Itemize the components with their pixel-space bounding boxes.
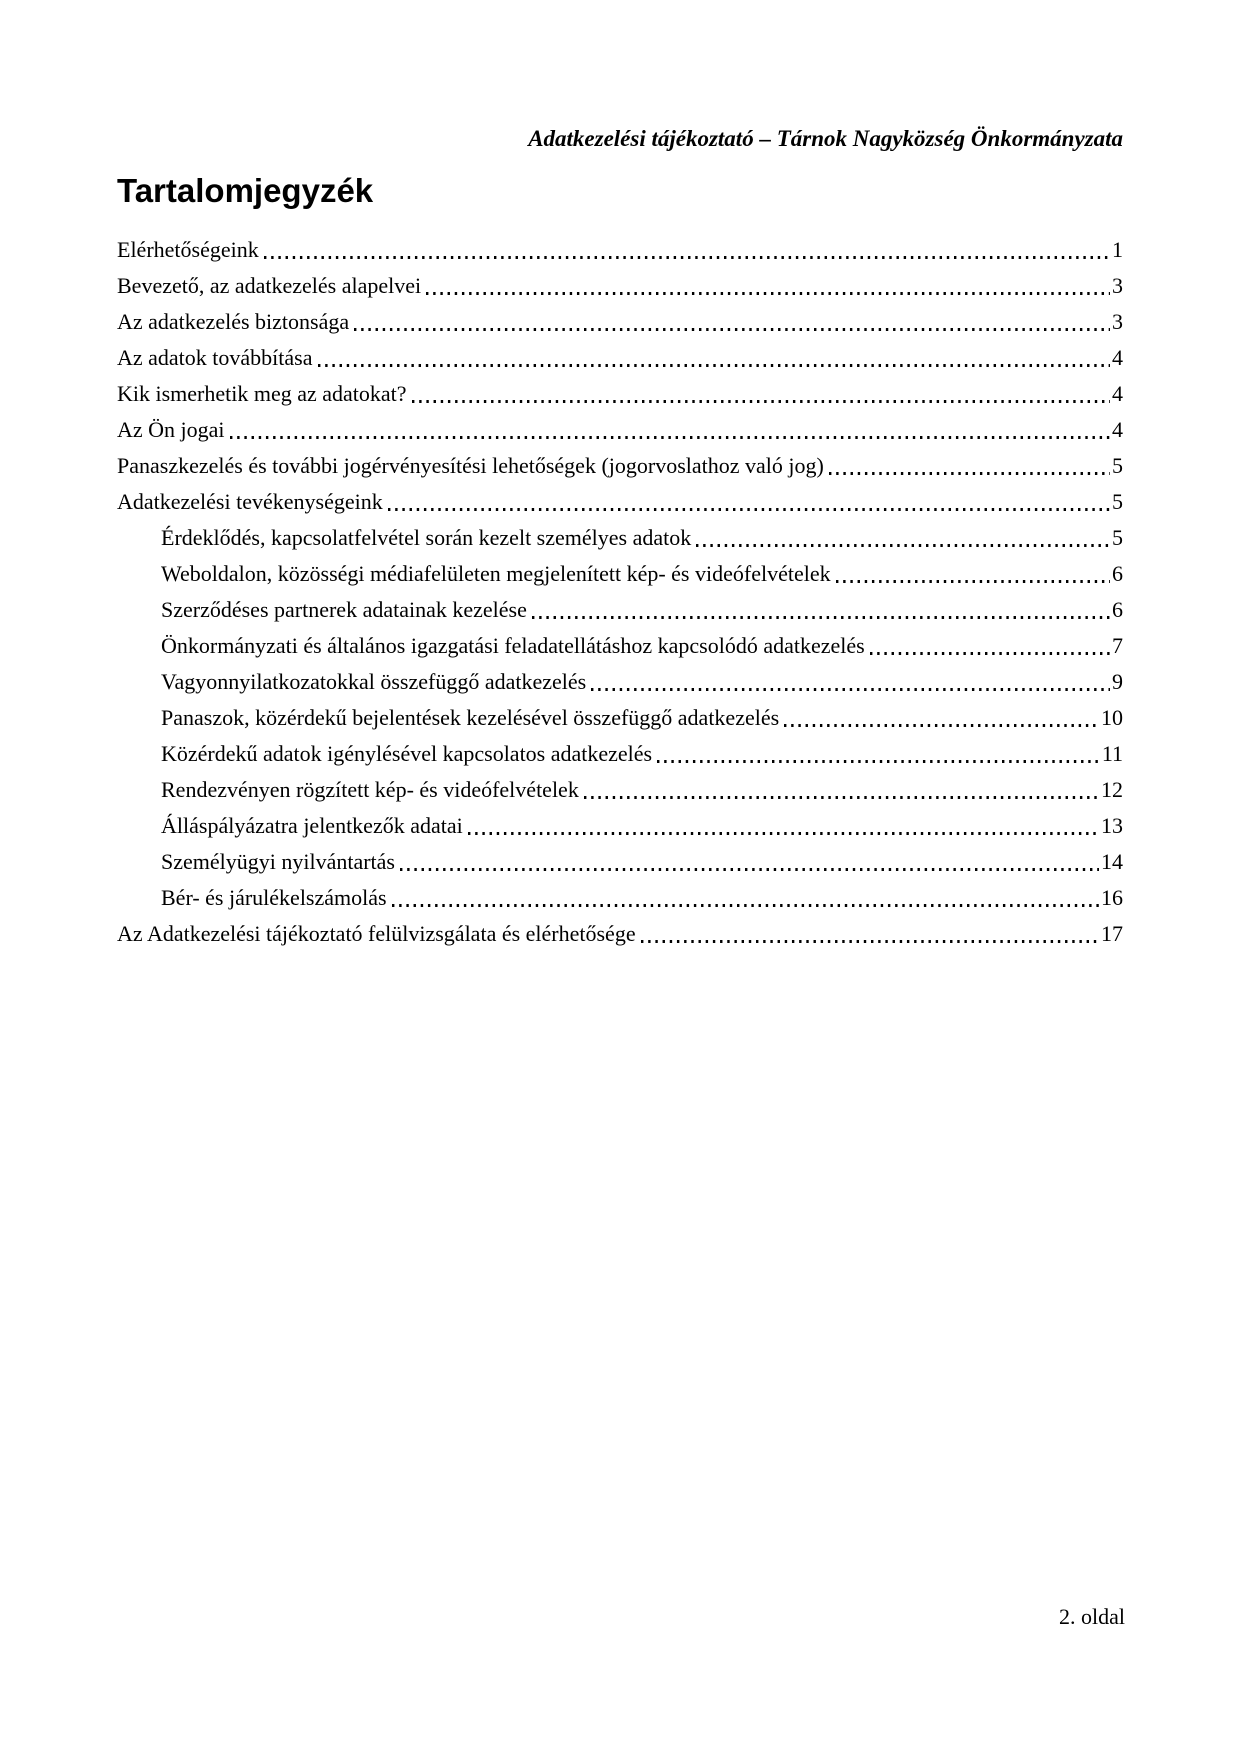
toc-entry[interactable] xyxy=(117,232,1123,268)
toc-entry-label: Személyügyi nyilvántartás xyxy=(161,849,395,874)
toc-entry-page-number: 13 xyxy=(1101,813,1123,838)
toc-entry-page-number: 14 xyxy=(1101,849,1123,874)
dot-leader xyxy=(870,628,1110,664)
dot-leader xyxy=(468,808,1099,844)
toc-entry[interactable] xyxy=(117,700,1123,736)
toc-entry[interactable] xyxy=(117,268,1123,304)
toc-entry-label: Weboldalon, közösségi médiafelületen megjelenített kép- és videófelvételek xyxy=(161,561,831,586)
toc-entry-label: Szerződéses partnerek adatainak kezelése xyxy=(161,597,527,622)
toc-entry-label: Adatkezelési tevékenységeink xyxy=(117,489,383,514)
toc-entry-label: Az Adatkezelési tájékoztató felülvizsgálata és elérhetősége xyxy=(117,921,636,946)
toc-entry-page-number: 9 xyxy=(1112,669,1123,694)
dot-leader xyxy=(392,880,1099,916)
toc-entry-label: Közérdekű adatok igénylésével kapcsolatos adatkezelés xyxy=(161,741,653,766)
toc-entry-label: Elérhetőségeink xyxy=(117,237,259,262)
toc-entry-page-number: 4 xyxy=(1112,381,1123,406)
page-number-footer: 2. oldal xyxy=(1059,1604,1125,1629)
toc-entry-label: Panaszkezelés és további jogérvényesítési lehetőségek (jogorvoslathoz való jog) xyxy=(117,453,824,478)
toc-entry[interactable] xyxy=(117,448,1123,484)
toc-entry-page-number: 3 xyxy=(1112,309,1123,334)
dot-leader xyxy=(426,268,1110,304)
toc-entry[interactable] xyxy=(117,376,1123,412)
toc-entry-label: Vagyonnyilatkozatokkal összefüggő adatkezelés xyxy=(161,669,587,694)
page-title: Tartalomjegyzék xyxy=(117,172,374,209)
toc-entry-page-number: 5 xyxy=(1112,453,1123,478)
toc-entry[interactable] xyxy=(117,556,1123,592)
toc-entry-page-number: 4 xyxy=(1112,345,1123,370)
dot-leader xyxy=(584,772,1099,808)
toc-entry-page-number: 12 xyxy=(1101,777,1123,802)
toc-entry[interactable] xyxy=(117,340,1123,376)
toc-entry[interactable] xyxy=(117,520,1123,556)
toc-entry[interactable] xyxy=(117,592,1123,628)
toc-entry-label: Az adatok továbbítása xyxy=(117,345,313,370)
dot-leader xyxy=(696,520,1110,556)
toc-entry-page-number: 16 xyxy=(1101,885,1123,910)
toc-entry-label: Rendezvényen rögzített kép- és videófelvételek xyxy=(161,777,579,802)
dot-leader xyxy=(264,232,1110,268)
dot-leader xyxy=(318,340,1111,376)
toc-entry-page-number: 5 xyxy=(1112,525,1123,550)
table-of-contents xyxy=(117,232,1123,952)
toc-entry-page-number: 6 xyxy=(1112,561,1123,586)
dot-leader xyxy=(354,304,1110,340)
toc-entry-page-number: 4 xyxy=(1112,417,1123,442)
toc-entry-label: Bevezető, az adatkezelés alapelvei xyxy=(117,273,422,298)
toc-entry-page-number: 7 xyxy=(1112,633,1123,658)
toc-entry[interactable] xyxy=(117,412,1123,448)
running-header: Adatkezelési tájékoztató – Tárnok Nagyközség Önkormányzata xyxy=(528,126,1123,151)
toc-entry-page-number: 11 xyxy=(1101,741,1123,766)
toc-entry-label: Önkormányzati és általános igazgatási feladatellátáshoz kapcsolódó adatkezelés xyxy=(161,633,865,658)
dot-leader xyxy=(388,484,1110,520)
toc-entry[interactable] xyxy=(117,844,1123,880)
dot-leader xyxy=(784,700,1099,736)
toc-entry-label: Az Ön jogai xyxy=(117,417,225,442)
toc-entry[interactable] xyxy=(117,736,1123,772)
toc-entry-page-number: 3 xyxy=(1112,273,1123,298)
toc-entry-page-number: 5 xyxy=(1112,489,1123,514)
dot-leader xyxy=(412,376,1110,412)
dot-leader xyxy=(829,448,1110,484)
toc-entry-label: Kik ismerhetik meg az adatokat? xyxy=(117,381,407,406)
toc-entry-page-number: 17 xyxy=(1101,921,1123,946)
dot-leader xyxy=(591,664,1110,700)
toc-entry-label: Bér- és járulékelszámolás xyxy=(161,885,387,910)
toc-entry[interactable] xyxy=(117,808,1123,844)
toc-entry-label: Érdeklődés, kapcsolatfelvétel során kezelt személyes adatok xyxy=(161,525,692,550)
dot-leader xyxy=(230,412,1110,448)
toc-entry[interactable] xyxy=(117,304,1123,340)
dot-leader xyxy=(400,844,1099,880)
toc-entry-label: Álláspályázatra jelentkezők adatai xyxy=(161,813,463,838)
dot-leader xyxy=(641,916,1099,952)
toc-entry-page-number: 10 xyxy=(1101,705,1123,730)
dot-leader xyxy=(532,592,1110,628)
toc-entry-page-number: 6 xyxy=(1112,597,1123,622)
toc-entry-label: Panaszok, közérdekű bejelentések kezelésével összefüggő adatkezelés xyxy=(161,705,780,730)
toc-entry[interactable] xyxy=(117,880,1123,916)
toc-entry-label: Az adatkezelés biztonsága xyxy=(117,309,350,334)
toc-entry[interactable] xyxy=(117,772,1123,808)
toc-entry-page-number: 1 xyxy=(1112,237,1123,262)
toc-entry[interactable] xyxy=(117,484,1123,520)
dot-leader xyxy=(657,736,1100,772)
toc-entry[interactable] xyxy=(117,628,1123,664)
dot-leader xyxy=(836,556,1110,592)
toc-entry[interactable] xyxy=(117,916,1123,952)
toc-entry[interactable] xyxy=(117,664,1123,700)
